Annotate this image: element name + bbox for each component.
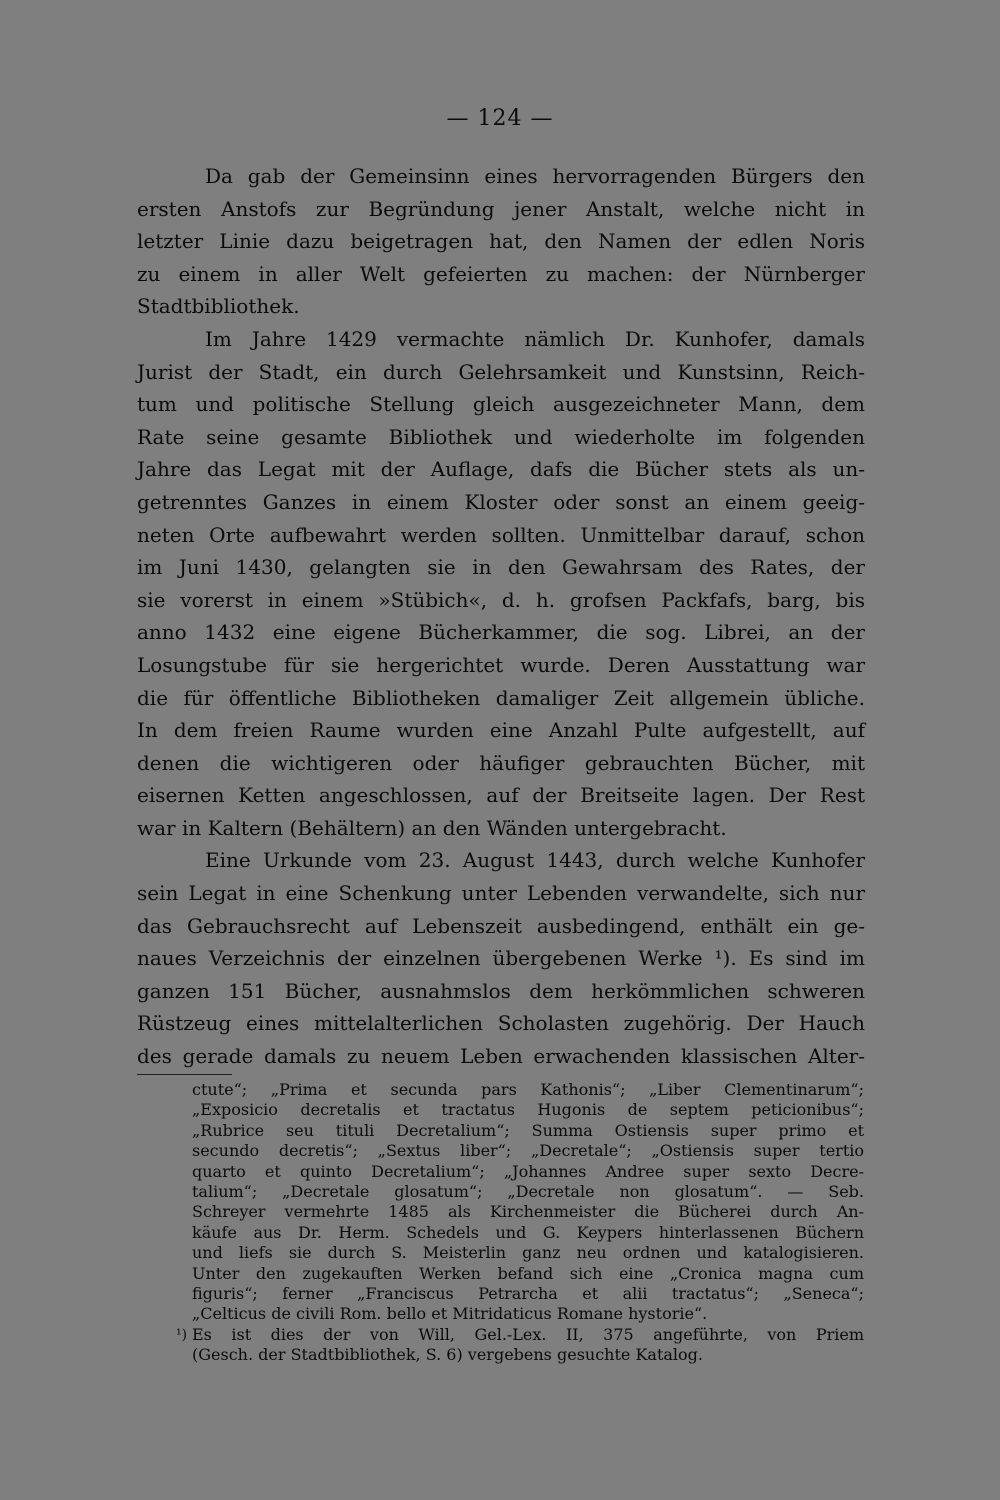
text-line: ganzen 151 Bücher, ausnahmslos dem herkömmlichen schweren <box>137 978 865 1003</box>
text-line: anno 1432 eine eigene Bücherkammer, die sog. Librei, an der <box>137 620 865 645</box>
text-line: des gerade damals zu neuem Leben erwachenden klassischen Alter- <box>137 1044 865 1069</box>
text-line: die für öffentliche Bibliotheken damaliger Zeit allgemein übliche. <box>137 685 865 710</box>
text-line: Jahre das Legat mit der Auflage, dafs die Bücher stets als un- <box>137 457 865 482</box>
footnote-line: „Celticus de civili Rom. bello et Mitridaticus Romane hystorie“. <box>192 1304 708 1324</box>
text-line: war in Kaltern (Behältern) an den Wänden untergebracht. <box>137 815 727 840</box>
text-line: In dem freien Raume wurden eine Anzahl Pulte aufgestellt, auf <box>137 718 865 743</box>
footnote-continuation <box>192 1080 864 1325</box>
main-text <box>137 160 865 1073</box>
text-line: neten Orte aufbewahrt werden sollten. Unmittelbar darauf, schon <box>137 522 865 547</box>
footnote-1 <box>176 1324 864 1366</box>
footnote-line: Schreyer vermehrte 1485 als Kirchenmeister die Bücherei durch An- <box>192 1202 864 1222</box>
footnote-line: ctute“; „Prima et secunda pars Kathonis“; „Liber Clementinarum“; <box>192 1080 864 1099</box>
text-line: Jurist der Stadt, ein durch Gelehrsamkeit und Kunstsinn, Reich- <box>137 359 865 384</box>
footnote-line: Unter den zugekauften Werken befand sich eine „Cronica magna cum <box>192 1263 864 1283</box>
text-line: Im Jahre 1429 vermachte nämlich Dr. Kunhofer, damals <box>205 326 865 351</box>
page-number: — 124 — <box>446 106 554 131</box>
text-line: Rüstzeug eines mittelalterlichen Scholasten zugehörig. Der Hauch <box>137 1011 865 1036</box>
footnote-line: „Rubrice seu tituli Decretalium“; Summa Ostiensis super primo et <box>192 1120 864 1140</box>
footnote-line: „Exposicio decretalis et tractatus Hugonis de septem peticionibus“; <box>192 1100 864 1120</box>
text-line: tum und politische Stellung gleich ausgezeichneter Mann, dem <box>137 392 865 417</box>
footnotes <box>176 1080 864 1366</box>
text-line: sein Legat in eine Schenkung unter Lebenden verwandelte, sich nur <box>137 881 865 906</box>
footnote-line: und liefs sie durch S. Meisterlin ganz neu ordnen und katalogisieren. <box>192 1243 864 1263</box>
text-line: das Gebrauchsrecht auf Lebenszeit ausbedingend, enthält ein ge- <box>137 913 865 938</box>
text-line: denen die wichtigeren oder häufiger gebrauchten Bücher, mit <box>137 750 865 775</box>
footnote-line: Es ist dies der von Will, Gel.-Lex. II, 375 angeführte, von Priem <box>192 1324 864 1344</box>
footnote-divider <box>137 1074 232 1075</box>
footnote-line: quarto et quinto Decretalium“; „Johannes Andree super sexto Decre- <box>192 1161 864 1181</box>
text-line: Rate seine gesamte Bibliothek und wiederholte im folgenden <box>137 424 865 449</box>
text-line: Eine Urkunde vom 23. August 1443, durch welche Kunhofer <box>205 848 865 873</box>
text-line: eisernen Ketten angeschlossen, auf der Breitseite lagen. Der Rest <box>137 783 865 808</box>
text-line: naues Verzeichnis der einzelnen übergebenen Werke ¹). Es sind im <box>137 946 865 971</box>
footnote-line: secundo decretis“; „Sextus liber“; „Decretale“; „Ostiensis super tertio <box>192 1141 864 1161</box>
text-line: Stadtbibliothek. <box>137 294 300 319</box>
footnote-line: talium“; „Decretale glosatum“; „Decretale non glosatum“. — Seb. <box>192 1182 864 1202</box>
text-line: zu einem in aller Welt gefeierten zu machen: der Nürnberger <box>137 261 865 286</box>
footnote-line: käufe aus Dr. Herm. Schedels und G. Keypers hinterlassenen Büchern <box>192 1222 864 1242</box>
footnote-marker: ¹) <box>176 1326 188 1343</box>
text-line: Losungstube für sie hergerichtet wurde. Deren Ausstattung war <box>137 652 865 677</box>
paragraph-1 <box>137 160 865 323</box>
paragraph-3 <box>137 844 865 1072</box>
text-line: letzter Linie dazu beigetragen hat, den Namen der edlen Noris <box>137 229 865 254</box>
text-line: Da gab der Gemeinsinn eines hervorragenden Bürgers den <box>205 164 865 188</box>
text-line: getrenntes Ganzes in einem Kloster oder sonst an einem geeig- <box>137 489 865 514</box>
footnote-line: (Gesch. der Stadtbibliothek, S. 6) vergebens gesuchte Katalog. <box>192 1345 703 1365</box>
paragraph-2 <box>137 323 865 845</box>
text-line: im Juni 1430, gelangten sie in den Gewahrsam des Rates, der <box>137 555 865 580</box>
footnote-line: figuris“; ferner „Franciscus Petrarcha et alii tractatus“; „Seneca“; <box>192 1284 864 1304</box>
text-line: ersten Anstofs zur Begründung jener Anstalt, welche nicht in <box>137 196 865 221</box>
text-line: sie vorerst in einem »Stübich«, d. h. grofsen Packfafs, barg, bis <box>137 587 865 612</box>
